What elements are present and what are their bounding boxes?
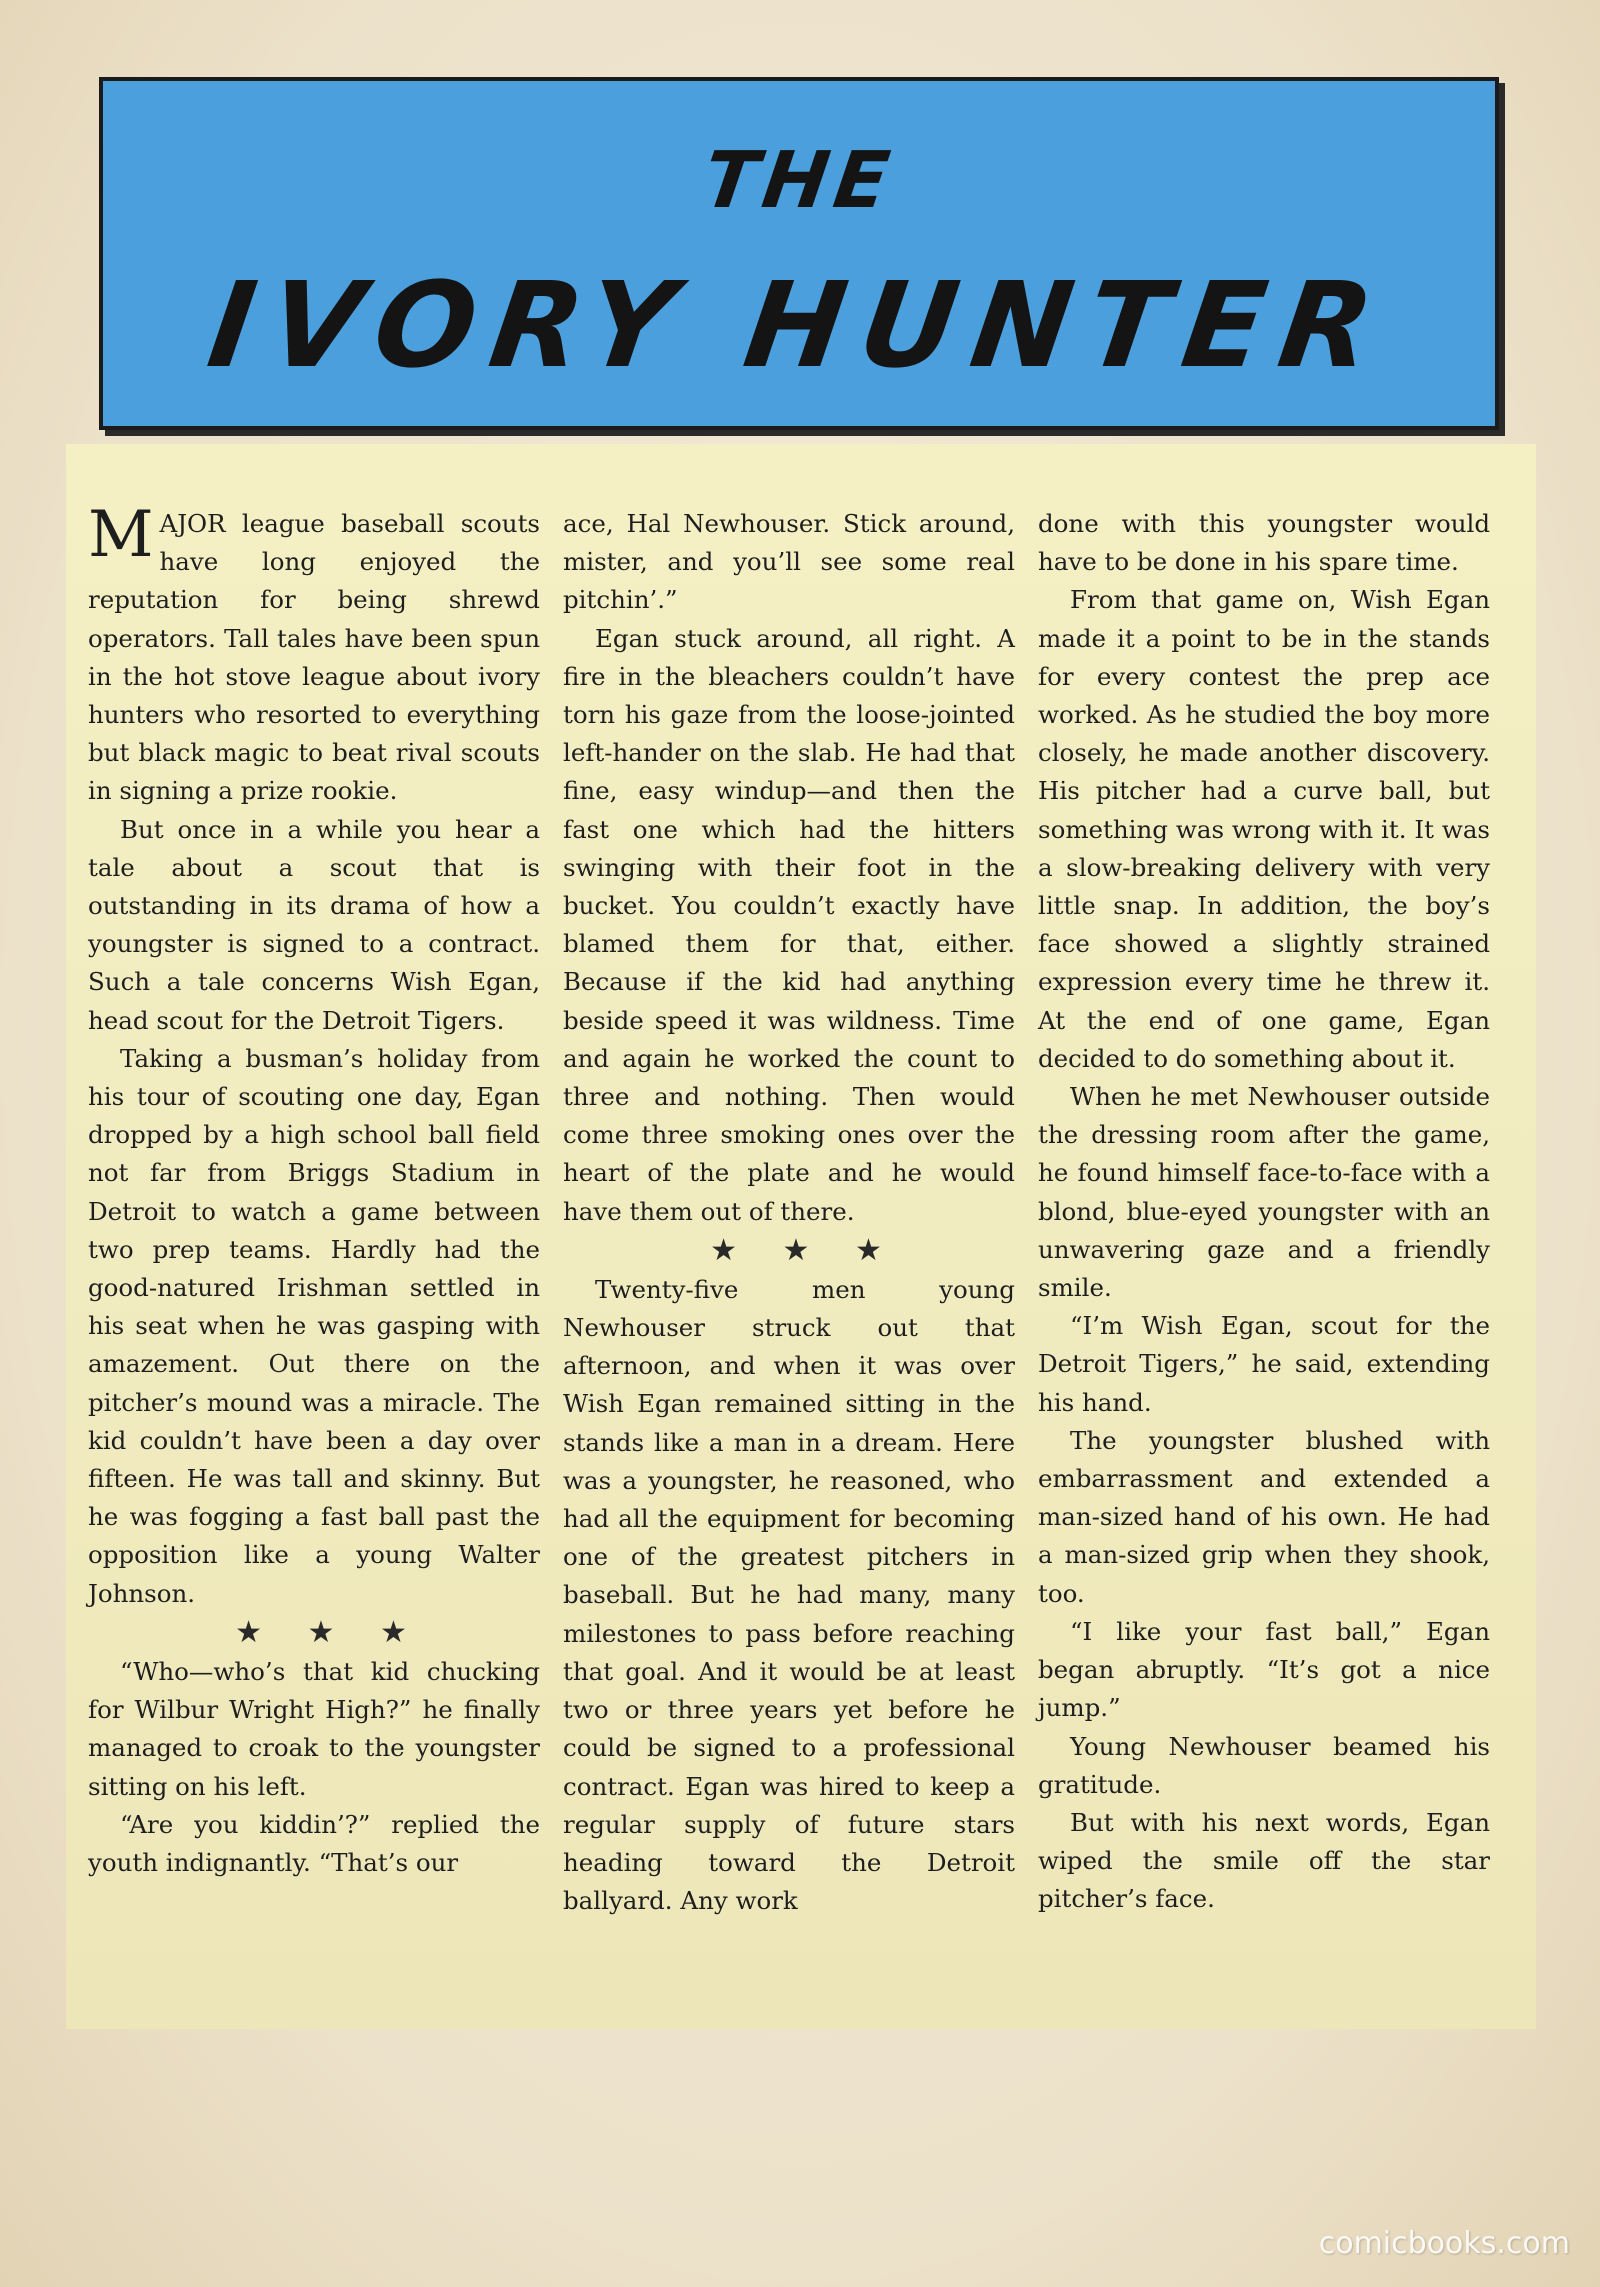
paragraph: “Who—who’s that kid chucking for Wilbur Wright High?” he finally managed to croak to the youngster sitting on his left.	[88, 1656, 540, 1801]
paragraph: Young Newhouser beamed his gratitude.	[1038, 1731, 1490, 1799]
paragraph: From that game on, Wish Egan made it a point to be in the stands for every contest the prep ace worked. As he studied the boy more closely, he made another discovery. His pitcher had a curve ball, but something was wrong with it. It was a slow-breaking delivery with very little snap. In addition, the boy’s face showed a slightly strained expression every time he threw it. At the end of one game, Egan decided to do something about it.	[1038, 585, 1490, 1073]
drop-cap: M	[88, 498, 154, 572]
site-watermark: comicbooks.com	[1318, 2226, 1570, 2261]
paragraph: Egan stuck around, all right. A fire in the bleachers couldn’t have torn his gaze from the loose-jointed left-hander on the slab. He had that fine, easy windup—and then the fast one which had the hitters swinging with their foot in the bucket. You couldn’t exactly have blamed them for that, either. Because if the kid had anything beside speed it was wildness. Time and again he worked the count to three and nothing. Then would come three smoking ones over the heart of the plate and he would have them out of there.	[563, 623, 1015, 1226]
paragraph: But with his next words, Egan wiped the smile off the star pitcher’s face.	[1038, 1807, 1490, 1914]
section-break-stars: ★ ★ ★	[710, 1232, 900, 1268]
paragraph: “I’m Wish Egan, scout for the Detroit Tigers,” he said, extending his hand.	[1038, 1311, 1490, 1417]
title-line-the: THE	[697, 136, 901, 226]
paragraph: done with this youngster would have to be done in his spare time.	[1038, 509, 1490, 577]
section-break-stars: ★ ★ ★	[235, 1614, 425, 1650]
paragraph: Taking a busman’s holiday from his tour of scouting one day, Egan dropped by a high school ball field not far from Briggs Stadium in Detroit to watch a game between two prep teams. Hardly had the good-natured Irishman settled in his seat when he was gasping with amazement. Out there on the pitcher’s mound was a miracle. The kid couldn’t have been a day over fifteen. He was tall and skinny. But he was fogging a fast ball past the opposition like a young Walter Johnson.	[88, 1043, 540, 1608]
paragraph: “Are you kiddin’?” replied the youth indignantly. “That’s our	[88, 1809, 540, 1877]
paragraph: Twenty-five men young Newhouser struck out that afternoon, and when it was over Wish Egan remained sitting in the stands like a man in a dream. Here was a youngster, he reasoned, who had all the equipment for becoming one of the greatest pitchers in baseball. But he had many, many milestones to pass before reaching that goal. And it would be at least two or three years yet before he could be signed to a professional contract. Egan was hired to keep a regular supply of future stars heading toward the Detroit ballyard. Any work	[563, 1274, 1015, 1916]
article-column-1	[88, 498, 540, 1882]
article-column-2	[563, 505, 1015, 1920]
paragraph	[88, 498, 540, 811]
paragraph-text: AJOR league baseball scouts have long enjoyed the reputation for being shrewd operators. Tall tales have been spun in the hot stove league about ivory hunters who resorted to everything but black magic to beat rival scouts in signing a prize rookie.	[88, 509, 540, 806]
article-column-3	[1038, 505, 1490, 1919]
title-banner	[99, 77, 1499, 430]
paragraph: The youngster blushed with embarrassment and extended a man-sized hand of his own. He had a man-sized grip when they shook, too.	[1038, 1425, 1490, 1608]
paragraph: ace, Hal Newhouser. Stick around, mister, and you’ll see some real pitchin’.”	[563, 509, 1015, 615]
title-line-main: IVORY HUNTER	[200, 256, 1398, 394]
paragraph: “I like your fast ball,” Egan began abruptly. “It’s got a nice jump.”	[1038, 1616, 1490, 1723]
paragraph: When he met Newhouser outside the dressing room after the game, he found himself face-to-face with a blond, blue-eyed youngster with an unwavering gaze and a friendly smile.	[1038, 1082, 1490, 1303]
paragraph: But once in a while you hear a tale about a scout that is outstanding in its drama of how a youngster is signed to a contract. Such a tale concerns Wish Egan, head scout for the Detroit Tigers.	[88, 814, 540, 1035]
